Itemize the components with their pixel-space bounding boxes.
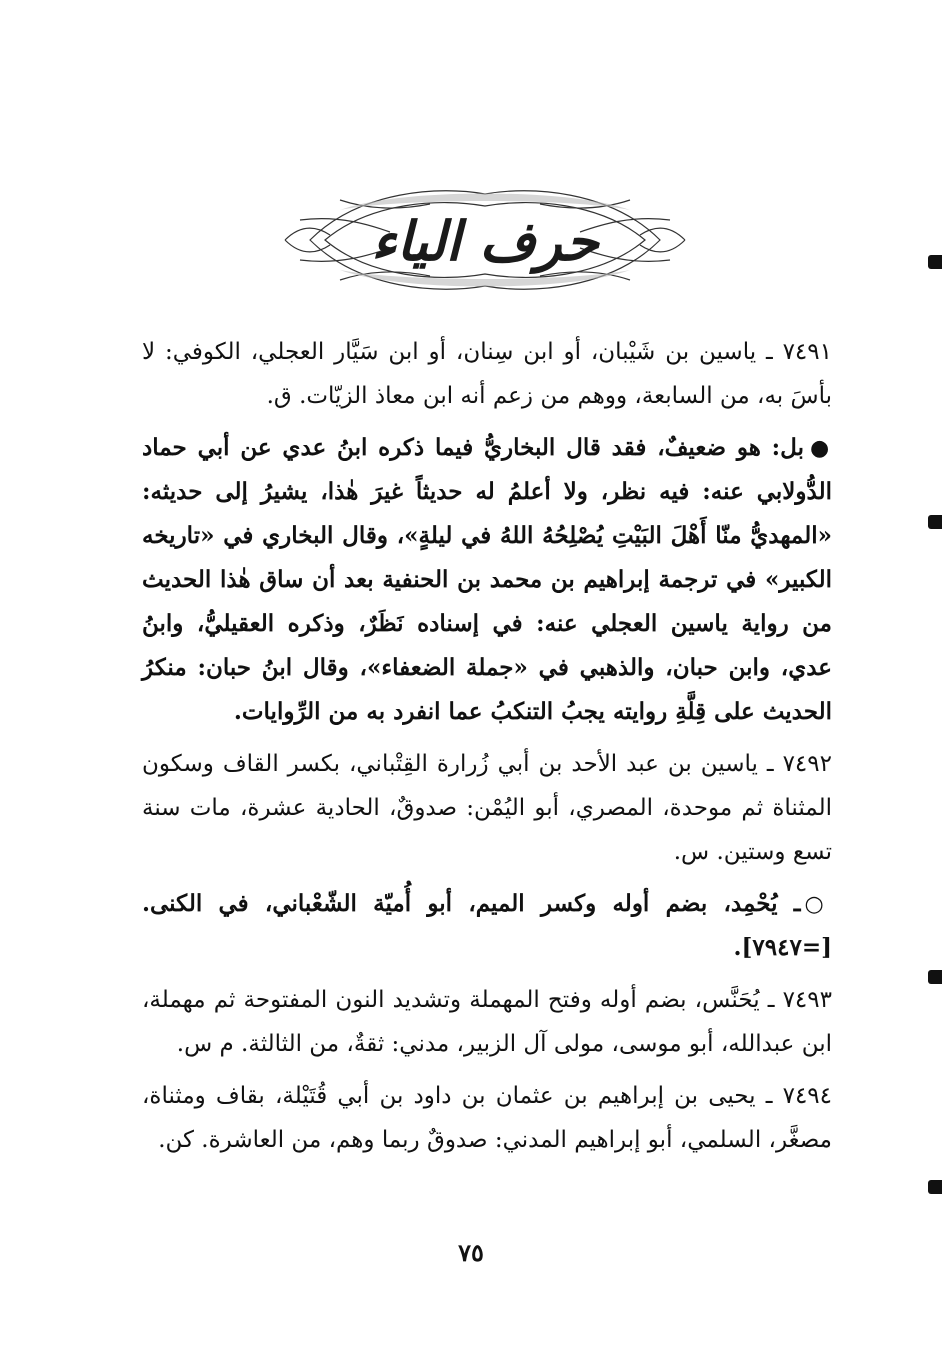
entry-7493: [142, 978, 832, 1066]
section-heading: حرف الياء: [371, 209, 599, 273]
entries-body: [142, 330, 832, 1170]
bullet-marker: ●: [809, 435, 832, 461]
entry-text: ٧٤٩١ ـ ياسين بن شَيْبان، أو ابن سِنان، أو ابن سَيَّار العجلي، الكوفي: لا بأسَ به، من السابعة، ووهم من زعم أنه ابن معاذ الزيّات. ق.: [142, 339, 832, 409]
entry-text: ٧٤٩٤ ـ يحيى بن إبراهيم بن عثمان بن داود بن أبي قُتَيْلة، بقاف ومثناة، مصغَّر، السلمي، أبو إبراهيم المدني: صدوقٌ ربما وهم، من العاشرة. كن.: [142, 1083, 833, 1153]
margin-tab-mark: [928, 970, 942, 984]
cross-reference-entry: [142, 882, 832, 970]
entry-text: ٧٤٩٢ ـ ياسين بن عبد الأحد بن أبي زُرارة القِتْباني، بكسر القاف وسكون المثناة ثم موحدة، المصري، أبو اليُمْن: صدوقٌ، الحادية عشرة، مات سنة تسع وستين. س.: [142, 751, 832, 865]
entry-text: ٧٤٩٣ ـ يُحَنَّس، بضم أوله وفتح المهملة وتشديد النون المفتوحة ثم مهملة، ابن عبدالله، أبو موسى، مولى آل الزبير، مدني: ثقةٌ، من الثالثة. م س.: [142, 987, 832, 1057]
commentary-paragraph: [142, 426, 832, 734]
margin-tab-mark: [928, 1180, 942, 1194]
cross-reference-text: ـ يُحْمِد، بضم أوله وكسر الميم، أبو أُميّة الشّعْباني، في الكنى. [=٧٩٤٧].: [142, 890, 832, 961]
entry-7494: [142, 1074, 832, 1162]
margin-tab-mark: [928, 255, 942, 269]
page-number: ٧٥: [458, 1238, 484, 1267]
margin-tab-mark: [928, 515, 942, 529]
entry-7491: [142, 330, 832, 418]
commentary-text: بل: هو ضعيفٌ، فقد قال البخاريُّ فيما ذكره ابنُ عدي عن أبي حماد الدُّولابي عنه: فيه نظر، ولا أعلمُ له حديثاً غيرَ هٰذا، يشيرُ إلى حديثه: «المهديُّ منّا أَهْلَ البَيْتِ يُصْلِحُهُ اللهُ في ليلةٍ»، وقال البخاري في «تاريخه الكبير» في ترجمة إبراهيم بن محمد بن الحنفية بعد أن ساق هٰذا الحديث من رواية ياسين العجلي عنه: في إسناده نَظَرٌ، وذكره العقيليُّ، وابنُ عدي، وابن حبان، والذهبي في «جملة الضعفاء»، وقال ابنُ حبان: منكرُ الحديث على قِلَّةِ روايته يجبُ التنكبُ عما انفرد به من الرِّوايات.: [142, 434, 832, 725]
circle-marker: ○: [804, 891, 833, 917]
entry-7492: [142, 742, 832, 874]
